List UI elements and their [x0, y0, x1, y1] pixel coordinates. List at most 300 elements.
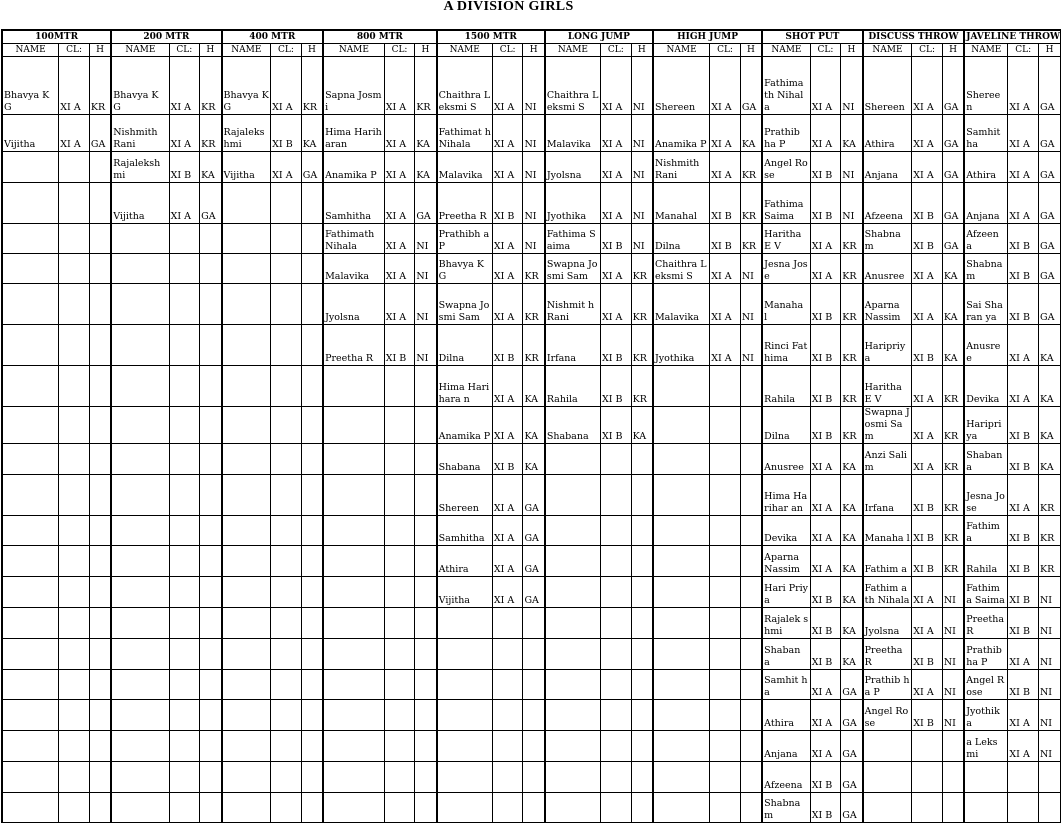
entry-house: NI — [523, 183, 545, 224]
entry-name: Fathima Saima — [545, 224, 601, 254]
entry-name — [2, 608, 59, 639]
entry-class — [169, 793, 200, 823]
entry-name: a Leksmi — [964, 731, 1008, 762]
entry-class: XI A — [492, 57, 523, 115]
entry-class — [912, 793, 943, 823]
entry-class: XI A — [1008, 115, 1039, 152]
entry-house: NI — [942, 670, 964, 700]
table-row — [2, 366, 1061, 407]
table-row — [2, 475, 1061, 516]
entry-class: XI A — [710, 284, 741, 325]
entry-class: XI A — [810, 670, 841, 700]
entry-class — [492, 731, 523, 762]
entry-class — [169, 254, 200, 284]
entry-name — [111, 366, 169, 407]
entry-class — [601, 670, 632, 700]
entry-class: XI A — [912, 254, 943, 284]
entry-name: Vijitha — [437, 577, 493, 608]
entry-name — [653, 793, 710, 823]
entry-house — [740, 577, 762, 608]
entry-house — [631, 670, 653, 700]
entry-house: NI — [942, 608, 964, 639]
entry-house — [740, 516, 762, 546]
entry-house: KR — [523, 325, 545, 366]
entry-name: Devika — [762, 516, 810, 546]
table-row — [2, 731, 1061, 762]
entry-name: Hima Harihara n — [437, 366, 493, 407]
entry-class: XI A — [1008, 731, 1039, 762]
entry-house — [415, 731, 437, 762]
entry-class — [169, 639, 200, 670]
entry-class: XI B — [1008, 516, 1039, 546]
table-row — [2, 57, 1061, 115]
entry-house — [301, 670, 323, 700]
entry-class — [710, 577, 741, 608]
entry-house: KR — [1038, 546, 1060, 577]
table-row — [2, 608, 1061, 639]
entry-name: Jyolsna — [863, 608, 912, 639]
entry-class — [384, 670, 415, 700]
entry-class — [601, 762, 632, 793]
entry-house — [89, 516, 111, 546]
entry-class: XI A — [601, 115, 632, 152]
entry-house — [415, 639, 437, 670]
entry-name — [111, 546, 169, 577]
entry-name — [222, 475, 271, 516]
entry-name — [222, 731, 271, 762]
entry-name: Anusree — [762, 444, 810, 475]
entry-house: GA — [523, 577, 545, 608]
entry-class: XI A — [169, 115, 200, 152]
entry-class: XI B — [601, 407, 632, 444]
entry-name: Samhit ha — [964, 115, 1008, 152]
entry-house: GA — [841, 670, 863, 700]
entry-name: Aparna Nassim — [863, 284, 912, 325]
entry-name — [2, 444, 59, 475]
entry-class — [169, 407, 200, 444]
entry-name: Vijitha — [222, 152, 271, 183]
entry-name: Bhavya K G — [222, 57, 271, 115]
entry-name: Irfana — [863, 475, 912, 516]
entry-class: XI A — [810, 57, 841, 115]
entry-house — [200, 793, 222, 823]
entry-house — [631, 516, 653, 546]
table-row — [2, 444, 1061, 475]
entry-name — [222, 793, 271, 823]
entry-name: Devika — [964, 366, 1008, 407]
entry-class — [59, 325, 90, 366]
entry-class — [271, 577, 302, 608]
entry-house: NI — [841, 183, 863, 224]
entry-house: NI — [942, 577, 964, 608]
entry-name — [222, 577, 271, 608]
entry-class — [169, 284, 200, 325]
entry-name: Jyothika — [653, 325, 710, 366]
table-row — [2, 152, 1061, 183]
entry-house — [200, 608, 222, 639]
entry-house: KA — [200, 152, 222, 183]
entry-class: XI A — [492, 152, 523, 183]
entry-class — [492, 793, 523, 823]
entry-name: Hima Hariharan — [323, 115, 384, 152]
entry-house: GA — [942, 183, 964, 224]
column-header-row — [2, 44, 1061, 57]
entry-house — [523, 670, 545, 700]
entry-name: Manahal — [653, 183, 710, 224]
entry-class: XI A — [1008, 366, 1039, 407]
entry-house: KA — [740, 115, 762, 152]
entry-house: NI — [415, 254, 437, 284]
entry-house: GA — [523, 546, 545, 577]
entry-class — [912, 762, 943, 793]
entry-class: XI A — [912, 407, 943, 444]
entry-house: KR — [200, 57, 222, 115]
entry-class: XI B — [912, 224, 943, 254]
entry-class: XI A — [59, 57, 90, 115]
entry-name: Nishmith Rani — [111, 115, 169, 152]
entry-name — [653, 366, 710, 407]
entry-name: Anzi Salim — [863, 444, 912, 475]
entry-name — [222, 762, 271, 793]
entry-house — [200, 325, 222, 366]
event-header: LONG JUMP — [545, 30, 653, 44]
entry-class — [59, 254, 90, 284]
entry-name — [111, 731, 169, 762]
entry-house — [942, 793, 964, 823]
table-row — [2, 284, 1061, 325]
table-body — [2, 57, 1061, 823]
entry-class — [384, 639, 415, 670]
entry-name — [2, 475, 59, 516]
entry-name — [964, 762, 1008, 793]
entry-class — [59, 183, 90, 224]
entry-house: KA — [1038, 325, 1060, 366]
entry-class — [271, 444, 302, 475]
entry-name — [545, 546, 601, 577]
entry-class — [710, 516, 741, 546]
entry-class: XI A — [271, 152, 302, 183]
entry-class — [271, 700, 302, 731]
entry-house — [415, 546, 437, 577]
entry-class — [271, 325, 302, 366]
entry-class: XI A — [492, 516, 523, 546]
entry-house: KR — [89, 57, 111, 115]
entry-class: XI A — [492, 407, 523, 444]
entry-name — [222, 608, 271, 639]
entry-name: Prathib ha P — [863, 670, 912, 700]
entry-house — [415, 366, 437, 407]
entry-house — [89, 183, 111, 224]
entry-class — [1008, 793, 1039, 823]
entry-house: KR — [942, 444, 964, 475]
entry-house — [523, 608, 545, 639]
house-column-header: H — [631, 44, 653, 57]
entry-class: XI A — [384, 152, 415, 183]
entry-house — [200, 224, 222, 254]
entry-name: Fathimath Nihala — [323, 224, 384, 254]
entry-house — [631, 546, 653, 577]
entry-house — [89, 608, 111, 639]
entry-house — [631, 700, 653, 731]
entry-name: Haripriy a — [863, 325, 912, 366]
entry-house — [89, 762, 111, 793]
entry-house: KA — [841, 475, 863, 516]
entry-class: XI A — [601, 254, 632, 284]
entry-house: KA — [841, 115, 863, 152]
entry-name: Nishmith Rani — [653, 152, 710, 183]
entry-house: GA — [1038, 115, 1060, 152]
entry-name — [653, 407, 710, 444]
entry-name — [437, 608, 493, 639]
entry-name — [863, 762, 912, 793]
entry-name: Fathima Saima — [762, 183, 810, 224]
entry-class — [710, 731, 741, 762]
entry-class: XI A — [912, 284, 943, 325]
entry-class: XI B — [1008, 284, 1039, 325]
name-column-header: NAME — [964, 44, 1008, 57]
entry-name — [2, 639, 59, 670]
entry-name — [111, 284, 169, 325]
entry-house — [301, 608, 323, 639]
entry-house: KR — [841, 407, 863, 444]
entry-name: Swapna Josmi Sam — [863, 407, 912, 444]
house-column-header: H — [301, 44, 323, 57]
class-column-header: CL: — [1008, 44, 1039, 57]
entry-name: Chaithra Leksmi S — [545, 57, 601, 115]
entry-class — [384, 475, 415, 516]
entry-house: NI — [942, 700, 964, 731]
entry-name: Anamika P — [323, 152, 384, 183]
entry-name: Anamika P — [653, 115, 710, 152]
entry-class: XI A — [912, 670, 943, 700]
entry-house: KA — [415, 152, 437, 183]
entry-name — [653, 731, 710, 762]
entry-name — [545, 516, 601, 546]
entry-name — [323, 670, 384, 700]
entry-class — [59, 700, 90, 731]
entry-class: XI B — [810, 366, 841, 407]
entry-class: XI A — [710, 152, 741, 183]
entry-class: XI A — [810, 516, 841, 546]
entry-house: KA — [841, 639, 863, 670]
entry-class — [271, 475, 302, 516]
entry-name: Athira — [762, 700, 810, 731]
entry-name — [653, 608, 710, 639]
class-column-header: CL: — [810, 44, 841, 57]
entry-class — [271, 407, 302, 444]
class-column-header: CL: — [601, 44, 632, 57]
entry-class: XI A — [912, 444, 943, 475]
entry-house: NI — [631, 57, 653, 115]
entry-class — [271, 366, 302, 407]
entry-house: KR — [942, 407, 964, 444]
entry-house — [89, 700, 111, 731]
entry-name: Fathimat h Nihala — [437, 115, 493, 152]
entry-name — [653, 475, 710, 516]
house-column-header: H — [942, 44, 964, 57]
entry-name: Fathim a — [964, 516, 1008, 546]
entry-name — [2, 793, 59, 823]
entry-class: XI B — [912, 475, 943, 516]
entry-house: NI — [740, 325, 762, 366]
entry-class: XI A — [384, 254, 415, 284]
entry-house — [301, 284, 323, 325]
entry-class — [59, 284, 90, 325]
entry-house: GA — [942, 57, 964, 115]
entry-name: Sai Sharan ya — [964, 284, 1008, 325]
entry-name: Malavika — [323, 254, 384, 284]
entry-house — [740, 731, 762, 762]
entry-house: KA — [1038, 366, 1060, 407]
entry-name: Prathib ha P — [762, 115, 810, 152]
entry-name: Vijitha — [111, 183, 169, 224]
entry-class: XI A — [384, 115, 415, 152]
entry-class: XI A — [710, 325, 741, 366]
entry-class — [1008, 762, 1039, 793]
entry-name: Jesna Jose — [762, 254, 810, 284]
entry-house: NI — [1038, 608, 1060, 639]
entry-class — [59, 731, 90, 762]
entry-house — [301, 700, 323, 731]
entry-house: GA — [841, 793, 863, 823]
entry-class: XI B — [710, 224, 741, 254]
table-row — [2, 700, 1061, 731]
entry-class — [59, 475, 90, 516]
event-header: 200 MTR — [111, 30, 221, 44]
table-row — [2, 670, 1061, 700]
entry-name: Malavika — [653, 284, 710, 325]
entry-class — [271, 762, 302, 793]
entry-class — [169, 325, 200, 366]
entry-name — [111, 608, 169, 639]
entry-name: Shabna m — [964, 254, 1008, 284]
entry-house — [89, 731, 111, 762]
entry-name: Shabna m — [762, 793, 810, 823]
entry-class: XI A — [601, 284, 632, 325]
entry-name: Sapna Josmi — [323, 57, 384, 115]
entry-class: XI A — [384, 284, 415, 325]
entry-house: NI — [631, 183, 653, 224]
entry-house — [200, 700, 222, 731]
house-column-header: H — [89, 44, 111, 57]
entry-house: KA — [841, 444, 863, 475]
entry-house — [631, 793, 653, 823]
entry-class: XI B — [912, 516, 943, 546]
entry-class — [601, 516, 632, 546]
entry-house — [200, 444, 222, 475]
division-girls-table — [1, 29, 1061, 823]
entry-name: Samhit ha — [762, 670, 810, 700]
entry-class: XI B — [1008, 670, 1039, 700]
entry-class — [601, 444, 632, 475]
entry-name: Haritha E V — [863, 366, 912, 407]
entry-house: GA — [200, 183, 222, 224]
entry-house: KR — [631, 284, 653, 325]
entry-name — [222, 224, 271, 254]
entry-name — [545, 475, 601, 516]
entry-name — [2, 700, 59, 731]
entry-name: Vijitha — [2, 115, 59, 152]
entry-house: GA — [942, 224, 964, 254]
entry-name: Preetha R — [323, 325, 384, 366]
class-column-header: CL: — [710, 44, 741, 57]
entry-name — [545, 731, 601, 762]
event-header: DISCUSS THROW — [863, 30, 965, 44]
entry-name — [323, 366, 384, 407]
entry-house — [89, 407, 111, 444]
house-column-header: H — [415, 44, 437, 57]
entry-class — [710, 366, 741, 407]
entry-house: KR — [631, 325, 653, 366]
entry-class: XI A — [384, 224, 415, 254]
event-header: 100MTR — [2, 30, 111, 44]
entry-class: XI B — [912, 183, 943, 224]
entry-house: NI — [523, 115, 545, 152]
entry-class — [59, 608, 90, 639]
entry-name: Jesna Jose — [964, 475, 1008, 516]
entry-name: Shaban a — [762, 639, 810, 670]
entry-name: Jyolsna — [323, 284, 384, 325]
entry-class — [169, 731, 200, 762]
entry-name — [222, 700, 271, 731]
entry-house: NI — [523, 152, 545, 183]
entry-class — [271, 183, 302, 224]
entry-house — [740, 700, 762, 731]
entry-house — [415, 608, 437, 639]
entry-class — [271, 254, 302, 284]
entry-house: GA — [523, 475, 545, 516]
entry-house — [942, 762, 964, 793]
entry-name — [2, 325, 59, 366]
entry-house — [1038, 762, 1060, 793]
entry-class — [169, 224, 200, 254]
entry-house — [740, 546, 762, 577]
entry-name: Aparna Nassim — [762, 546, 810, 577]
entry-house — [631, 444, 653, 475]
entry-class — [271, 670, 302, 700]
entry-class — [59, 444, 90, 475]
entry-name: Malavika — [437, 152, 493, 183]
entry-class: XI A — [601, 57, 632, 115]
entry-house: KR — [740, 224, 762, 254]
entry-house: KA — [631, 407, 653, 444]
entry-class: XI A — [492, 475, 523, 516]
entry-name: Rajaleks hmi — [222, 115, 271, 152]
entry-class: XI B — [912, 546, 943, 577]
entry-house: KA — [523, 444, 545, 475]
entry-house — [740, 762, 762, 793]
entry-house: KA — [301, 115, 323, 152]
entry-class — [710, 475, 741, 516]
entry-class: XI A — [59, 115, 90, 152]
entry-house — [740, 475, 762, 516]
entry-name — [111, 407, 169, 444]
entry-name: Anjana — [964, 183, 1008, 224]
entry-class — [601, 546, 632, 577]
entry-class: XI B — [384, 325, 415, 366]
entry-class — [271, 284, 302, 325]
entry-house — [200, 407, 222, 444]
entry-name — [545, 639, 601, 670]
entry-house: GA — [1038, 183, 1060, 224]
entry-class — [710, 700, 741, 731]
entry-class — [710, 444, 741, 475]
entry-name: Jyolsna — [545, 152, 601, 183]
entry-house: KR — [523, 254, 545, 284]
entry-name: Swapna Josmi Sam — [545, 254, 601, 284]
event-header-row — [2, 30, 1061, 44]
entry-name: Manaha l — [863, 516, 912, 546]
